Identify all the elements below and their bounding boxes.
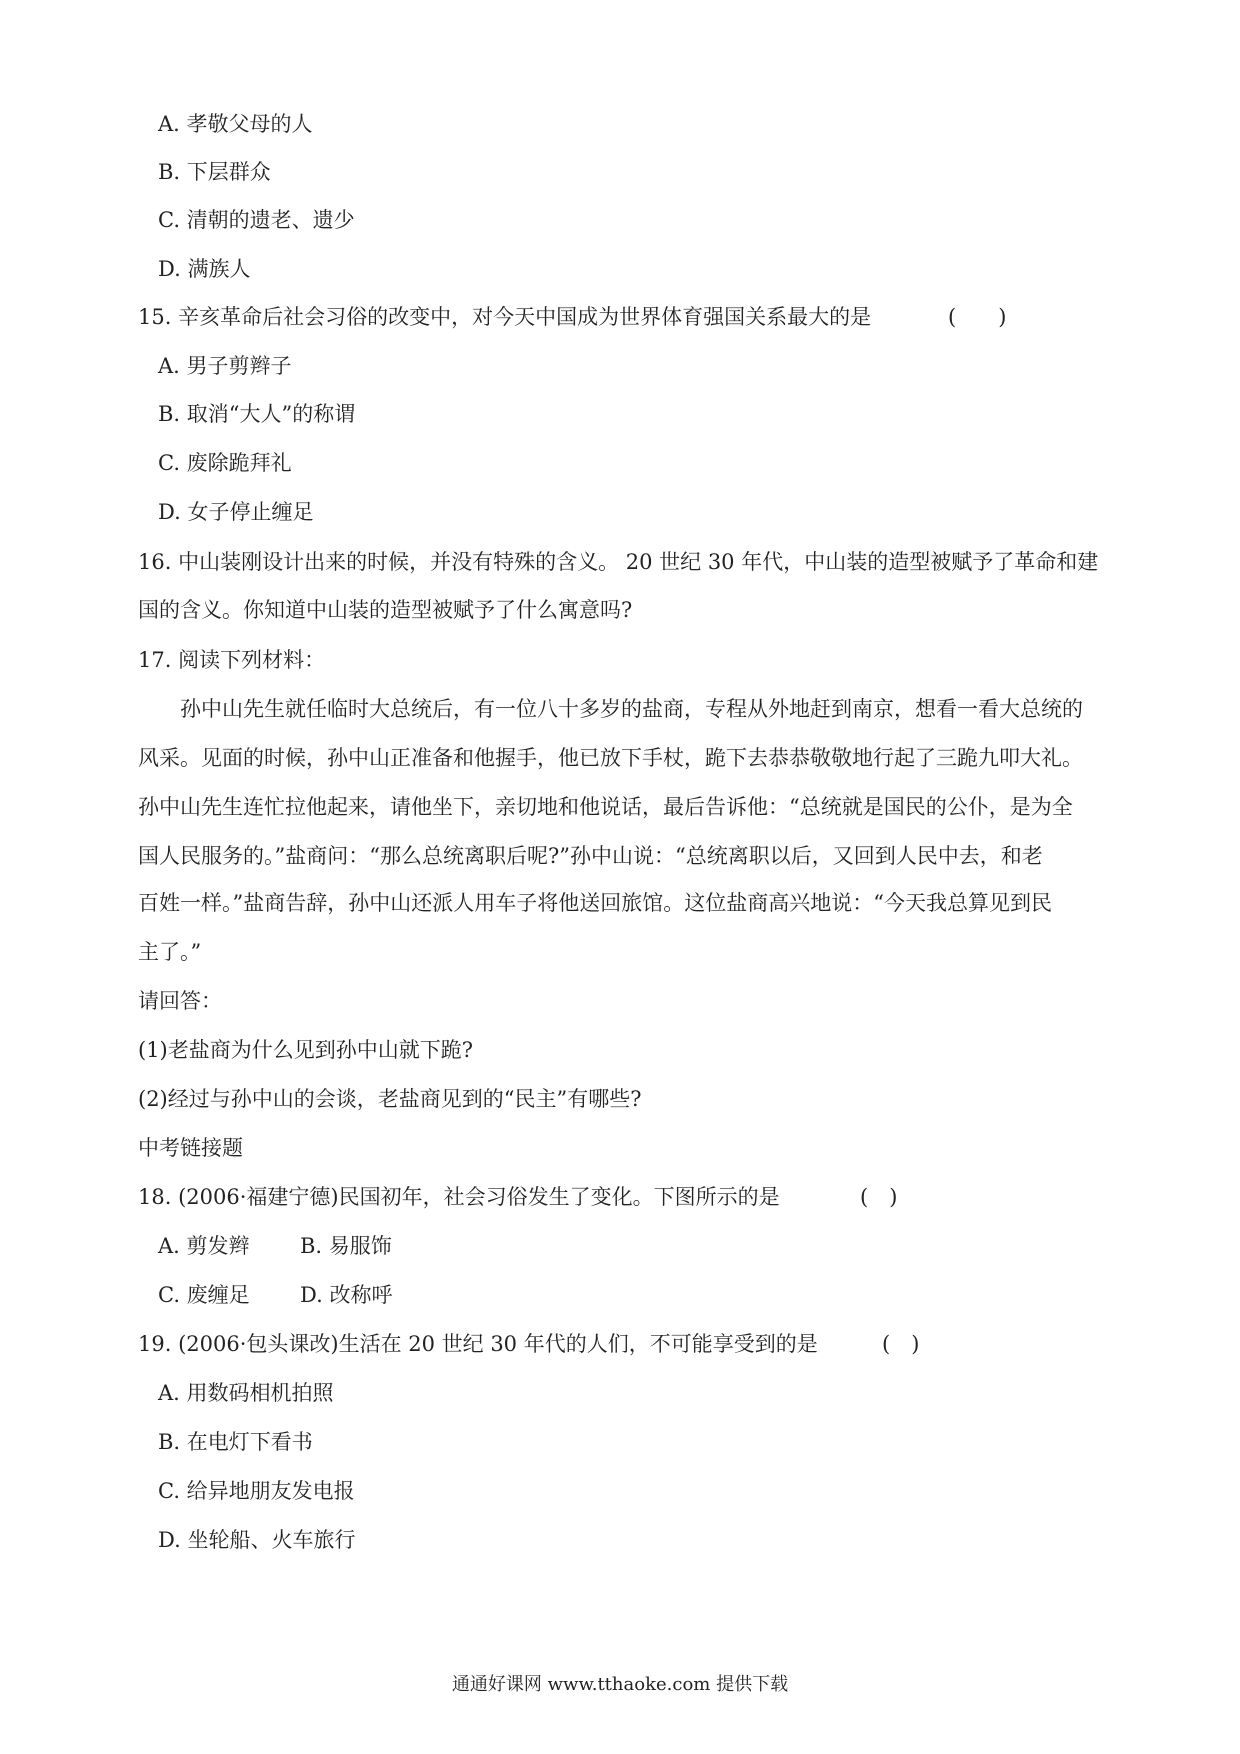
q17-subquestion-1: (1)老盐商为什么见到孙中山就下跪? [138,1038,474,1062]
q17-material-line-5: 百姓一样。”盐商告辞，孙中山还派人用车子将他送回旅馆。这位盐商高兴地说：“今天我总算见到民 [138,891,1052,915]
q19-answer-blank: ( ) [882,1332,920,1356]
q17-material-line-4: 国人民服务的。”盐商问：“那么总统离职后呢?”孙中山说：“总统离职以后，又回到人民中去，和老 [138,844,1043,868]
q16-line-1: 16. 中山装刚设计出来的时候，并没有特殊的含义。 20 世纪 30 年代，中山装的造型被赋予了革命和建 [138,550,1099,574]
q15-stem: 15. 辛亥革命后社会习俗的改变中，对今天中国成为世界体育强国关系最大的是 [138,305,872,329]
q17-material-line-1: 孙中山先生就任临时大总统后，有一位八十多岁的盐商，专程从外地赶到南京，想看一看大总统的 [180,697,1083,721]
q18-stem: 18. (2006·福建宁德)民国初年，社会习俗发生了变化。下图所示的是 [138,1185,780,1209]
q19-option-b: B. 在电灯下看书 [158,1430,313,1454]
page-footer: 通通好课网 www.tthaoke.com 提供下载 [451,1674,789,1695]
q16-line-2: 国的含义。你知道中山装的造型被赋予了什么寓意吗? [138,598,633,622]
q15-option-d: D. 女子停止缠足 [158,500,314,524]
q18-option-a: A. 剪发辫 [158,1234,250,1258]
q17-material-line-3: 孙中山先生连忙拉他起来，请他坐下，亲切地和他说话，最后告诉他：“总统就是国民的公仆，是为全 [138,795,1073,819]
q19-option-d: D. 坐轮船、火车旅行 [158,1528,356,1552]
q15-option-a: A. 男子剪辫子 [158,354,292,378]
section-title: 中考链接题 [138,1136,243,1160]
q14-option-b: B. 下层群众 [158,160,271,184]
q19-option-a: A. 用数码相机拍照 [158,1381,334,1405]
q17-material-line-2: 风采。见面的时候，孙中山正准备和他握手，他已放下手杖，跪下去恭恭敬敬地行起了三跪九叩大礼。 [138,746,1083,770]
q19-option-c: C. 给异地朋友发电报 [158,1479,355,1503]
q14-option-c: C. 清朝的遗老、遗少 [158,208,355,232]
q19-stem: 19. (2006·包头课改)生活在 20 世纪 30 年代的人们，不可能享受到的是 [138,1332,818,1356]
q18-answer-blank: ( ) [860,1185,898,1209]
q18-option-b: B. 易服饰 [300,1234,392,1258]
q17-title: 17. 阅读下列材料： [138,648,326,672]
q18-option-c: C. 废缠足 [158,1283,250,1307]
q18-option-d: D. 改称呼 [300,1283,393,1307]
q17-material-line-6: 主了。” [138,940,202,964]
q15-option-b: B. 取消“大人”的称谓 [158,402,356,426]
q15-option-c: C. 废除跪拜礼 [158,451,292,475]
q17-subquestion-2: (2)经过与孙中山的会谈，老盐商见到的“民主”有哪些? [138,1087,642,1111]
q14-option-a: A. 孝敬父母的人 [158,112,313,136]
q17-prompt: 请回答： [138,989,222,1013]
q14-option-d: D. 满族人 [158,257,251,281]
q15-answer-blank: ( ) [948,305,1007,329]
